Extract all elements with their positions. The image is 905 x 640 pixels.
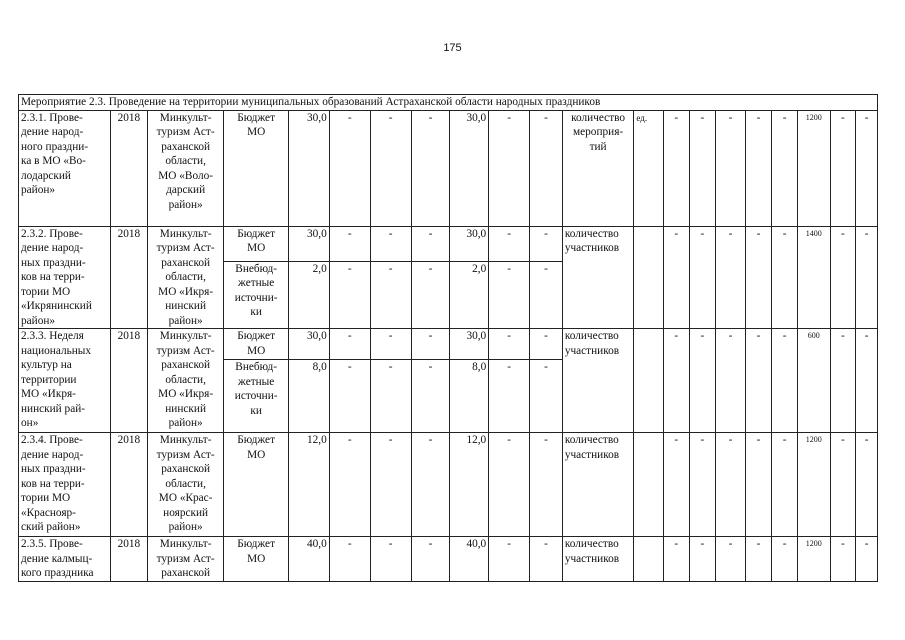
table-row xyxy=(19,537,878,582)
dash-cell: - xyxy=(489,329,530,360)
dash-cell: - xyxy=(370,433,411,537)
dash-cell: - xyxy=(489,226,530,261)
dash-cell: - xyxy=(856,537,878,582)
executor-cell: Минкульт- туризм Аст- раханской области, МО «Икря- нинский район» xyxy=(147,329,224,433)
dash-cell: - xyxy=(411,360,450,433)
measure-name: 2.3.5. Прове- дение калмыц- кого праздника xyxy=(19,537,111,582)
dash-cell: - xyxy=(411,329,450,360)
dash-cell: - xyxy=(716,329,746,433)
dash-cell: - xyxy=(530,226,563,261)
program-table xyxy=(18,94,878,582)
total-cell: 8,0 xyxy=(450,360,489,433)
dash-cell: - xyxy=(329,537,370,582)
dash-cell: - xyxy=(772,110,798,226)
indicator-cell: количество участников xyxy=(562,537,634,582)
dash-cell: - xyxy=(489,360,530,433)
indicator-cell: количество участников xyxy=(562,433,634,537)
total-cell: 12,0 xyxy=(450,433,489,537)
dash-cell: - xyxy=(689,537,716,582)
indicator-cell: количество участников xyxy=(562,226,634,329)
dash-cell: - xyxy=(745,433,772,537)
year-cell: 2018 xyxy=(111,537,148,582)
target-cell: 1200 xyxy=(797,433,830,537)
source-cell: Бюджет МО xyxy=(224,433,288,537)
dash-cell: - xyxy=(716,110,746,226)
unit-cell: ед. xyxy=(634,110,664,226)
dash-cell: - xyxy=(772,226,798,329)
dash-cell: - xyxy=(664,110,690,226)
source-cell: Бюджет МО xyxy=(224,226,288,261)
executor-cell: Минкульт- туризм Аст- раханской области, МО «Икря- нинский район» xyxy=(147,226,224,329)
dash-cell: - xyxy=(489,110,530,226)
dash-cell: - xyxy=(370,261,411,328)
dash-cell: - xyxy=(856,433,878,537)
measure-name: 2.3.2. Прове- дение народ- ных праздни- ков на терри- тории МО «Икрянинский район» xyxy=(19,226,111,329)
total-cell: 2,0 xyxy=(450,261,489,328)
unit-cell xyxy=(634,537,664,582)
measure-name: 2.3.3. Неделя национальных культур на территории МО «Икря- нинский рай- он» xyxy=(19,329,111,433)
dash-cell: - xyxy=(772,329,798,433)
year-cell: 2018 xyxy=(111,226,148,329)
indicator-cell: количество участников xyxy=(562,329,634,433)
dash-cell: - xyxy=(716,433,746,537)
dash-cell: - xyxy=(745,537,772,582)
unit-cell xyxy=(634,433,664,537)
dash-cell: - xyxy=(856,110,878,226)
dash-cell: - xyxy=(489,537,530,582)
dash-cell: - xyxy=(411,226,450,261)
year-cell: 2018 xyxy=(111,110,148,226)
executor-cell: Минкульт- туризм Аст- раханской области, МО «Крас- ноярский район» xyxy=(147,433,224,537)
year-cell: 2018 xyxy=(111,329,148,433)
total-cell: 30,0 xyxy=(450,226,489,261)
measure-name: 2.3.1. Прове- дение народ- ного праздни- ка в МО «Во- лодарский район» xyxy=(19,110,111,226)
dash-cell: - xyxy=(530,360,563,433)
dash-cell: - xyxy=(411,261,450,328)
source-cell: Бюджет МО xyxy=(224,110,288,226)
target-cell: 1400 xyxy=(797,226,830,329)
amount-cell: 30,0 xyxy=(288,226,329,261)
source-cell: Бюджет МО xyxy=(224,329,288,360)
dash-cell: - xyxy=(329,433,370,537)
dash-cell: - xyxy=(370,110,411,226)
measure-name: 2.3.4. Прове- дение народ- ных праздни- ков на терри- тории МО «Краснояр- ский район» xyxy=(19,433,111,537)
dash-cell: - xyxy=(745,110,772,226)
dash-cell: - xyxy=(530,261,563,328)
dash-cell: - xyxy=(856,226,878,329)
dash-cell: - xyxy=(411,537,450,582)
dash-cell: - xyxy=(856,329,878,433)
dash-cell: - xyxy=(830,329,856,433)
amount-cell: 12,0 xyxy=(288,433,329,537)
dash-cell: - xyxy=(489,433,530,537)
dash-cell: - xyxy=(745,329,772,433)
dash-cell: - xyxy=(689,329,716,433)
dash-cell: - xyxy=(830,537,856,582)
total-cell: 30,0 xyxy=(450,110,489,226)
dash-cell: - xyxy=(772,537,798,582)
table-row xyxy=(19,433,878,537)
dash-cell: - xyxy=(716,537,746,582)
dash-cell: - xyxy=(370,329,411,360)
dash-cell: - xyxy=(664,433,690,537)
dash-cell: - xyxy=(689,226,716,329)
source-cell: Внебюд- жетные источни- ки xyxy=(224,261,288,328)
unit-cell xyxy=(634,226,664,329)
dash-cell: - xyxy=(664,537,690,582)
executor-cell: Минкульт- туризм Аст- раханской области, МО «Воло- дарский район» xyxy=(147,110,224,226)
dash-cell: - xyxy=(689,110,716,226)
dash-cell: - xyxy=(664,226,690,329)
dash-cell: - xyxy=(530,329,563,360)
target-cell: 1200 xyxy=(797,110,830,226)
measure-heading: Мероприятие 2.3. Проведение на территории муниципальных образований Астраханской области народных праздников xyxy=(19,95,878,111)
total-cell: 40,0 xyxy=(450,537,489,582)
dash-cell: - xyxy=(411,433,450,537)
dash-cell: - xyxy=(370,226,411,261)
dash-cell: - xyxy=(489,261,530,328)
table-row xyxy=(19,329,878,360)
dash-cell: - xyxy=(830,226,856,329)
amount-cell: 40,0 xyxy=(288,537,329,582)
dash-cell: - xyxy=(530,537,563,582)
amount-cell: 2,0 xyxy=(288,261,329,328)
dash-cell: - xyxy=(530,433,563,537)
dash-cell: - xyxy=(830,433,856,537)
table-row xyxy=(19,226,878,261)
dash-cell: - xyxy=(370,537,411,582)
dash-cell: - xyxy=(530,110,563,226)
target-cell: 1200 xyxy=(797,537,830,582)
dash-cell: - xyxy=(329,226,370,261)
amount-cell: 8,0 xyxy=(288,360,329,433)
source-cell: Внебюд- жетные источни- ки xyxy=(224,360,288,433)
indicator-cell: количество мероприя- тий xyxy=(562,110,634,226)
total-cell: 30,0 xyxy=(450,329,489,360)
executor-cell: Минкульт- туризм Аст- раханской xyxy=(147,537,224,582)
source-cell: Бюджет МО xyxy=(224,537,288,582)
dash-cell: - xyxy=(830,110,856,226)
unit-cell xyxy=(634,329,664,433)
amount-cell: 30,0 xyxy=(288,110,329,226)
table-heading-row xyxy=(19,95,878,111)
target-cell: 600 xyxy=(797,329,830,433)
dash-cell: - xyxy=(664,329,690,433)
dash-cell: - xyxy=(772,433,798,537)
dash-cell: - xyxy=(411,110,450,226)
dash-cell: - xyxy=(329,360,370,433)
dash-cell: - xyxy=(370,360,411,433)
year-cell: 2018 xyxy=(111,433,148,537)
page-number: 175 xyxy=(443,42,462,54)
dash-cell: - xyxy=(716,226,746,329)
dash-cell: - xyxy=(745,226,772,329)
dash-cell: - xyxy=(329,261,370,328)
amount-cell: 30,0 xyxy=(288,329,329,360)
dash-cell: - xyxy=(329,329,370,360)
table-row xyxy=(19,110,878,226)
dash-cell: - xyxy=(689,433,716,537)
dash-cell: - xyxy=(329,110,370,226)
